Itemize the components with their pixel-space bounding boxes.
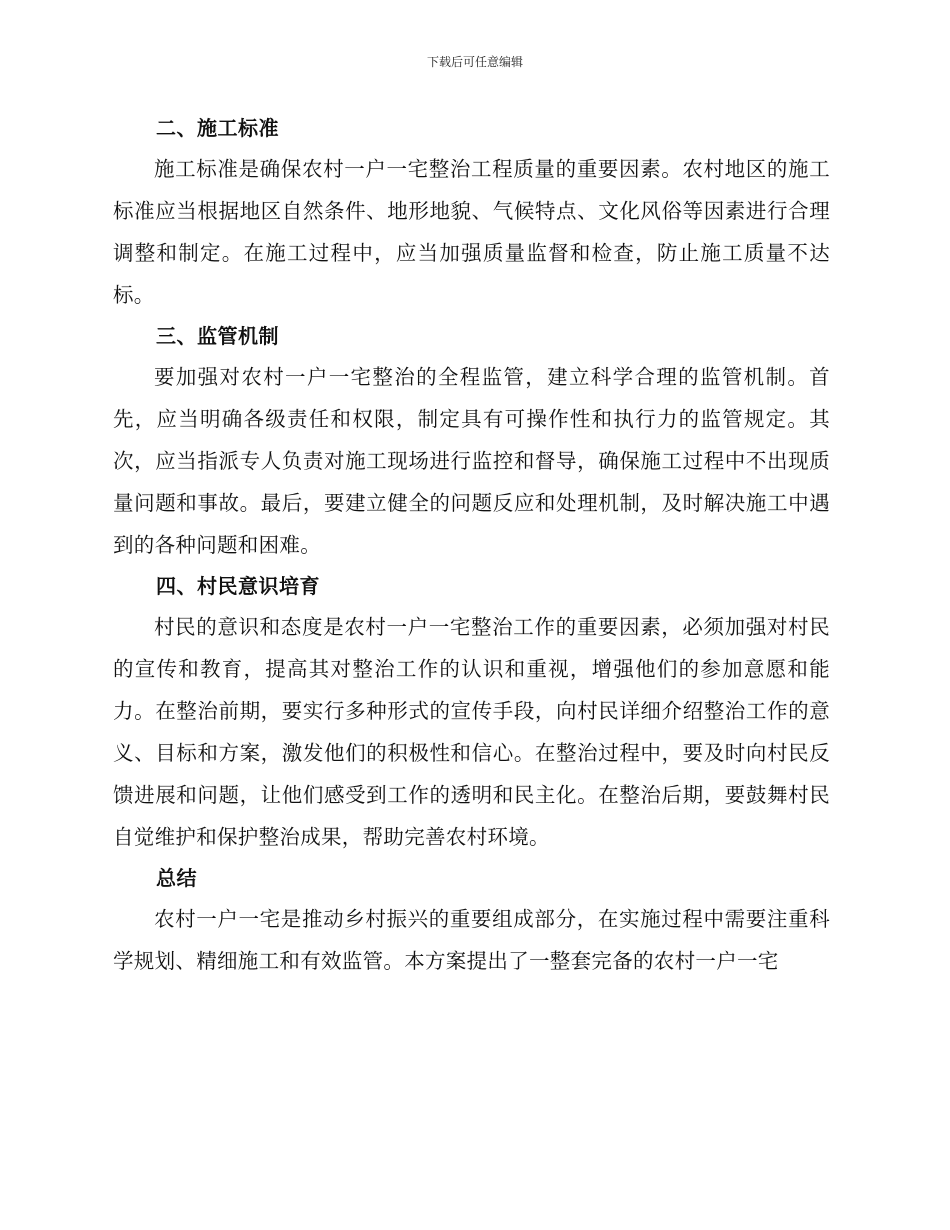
page-header-note: 下载后可任意编辑	[426, 55, 523, 69]
section-paragraph: 要加强对农村一户一宅整治的全程监管，建立科学合理的监管机制。首先，应当明确各级责任和权限，制定具有可操作性和执行力的监管规定。其次，应当指派专人负责对施工现场进行监控和督导，确保施工过程中不出现质量问题和事故。最后，要建立健全的问题反应和处理机制，及时解决施工中遇到的各种问题和困难。	[113, 365, 830, 557]
section-supervision-mechanism	[113, 316, 830, 566]
section-heading: 二、施工标准	[156, 116, 279, 140]
section-heading: 三、监管机制	[156, 324, 279, 348]
section-heading: 总结	[156, 866, 197, 890]
section-villager-awareness	[113, 566, 830, 858]
document-body	[113, 108, 830, 982]
section-paragraph: 农村一户一宅是推动乡村振兴的重要组成部分，在实施过程中需要注重科学规划、精细施工和有效监管。本方案提出了一整套完备的农村一户一宅	[113, 907, 830, 973]
section-heading: 四、村民意识培育	[156, 574, 320, 598]
section-construction-standards	[113, 108, 830, 316]
section-summary	[113, 858, 830, 982]
section-paragraph: 村民的意识和态度是农村一户一宅整治工作的重要因素，必须加强对村民的宣传和教育，提高其对整治工作的认识和重视，增强他们的参加意愿和能力。在整治前期，要实行多种形式的宣传手段，向村民详细介绍整治工作的意义、目标和方案，激发他们的积极性和信心。在整治过程中，要及时向村民反馈进展和问题，让他们感受到工作的透明和民主化。在整治后期，要鼓舞村民自觉维护和保护整治成果，帮助完善农村环境。	[113, 615, 830, 849]
section-paragraph: 施工标准是确保农村一户一宅整治工程质量的重要因素。农村地区的施工标准应当根据地区自然条件、地形地貌、气候特点、文化风俗等因素进行合理调整和制定。在施工过程中，应当加强质量监督和检查，防止施工质量不达标。	[113, 157, 830, 307]
